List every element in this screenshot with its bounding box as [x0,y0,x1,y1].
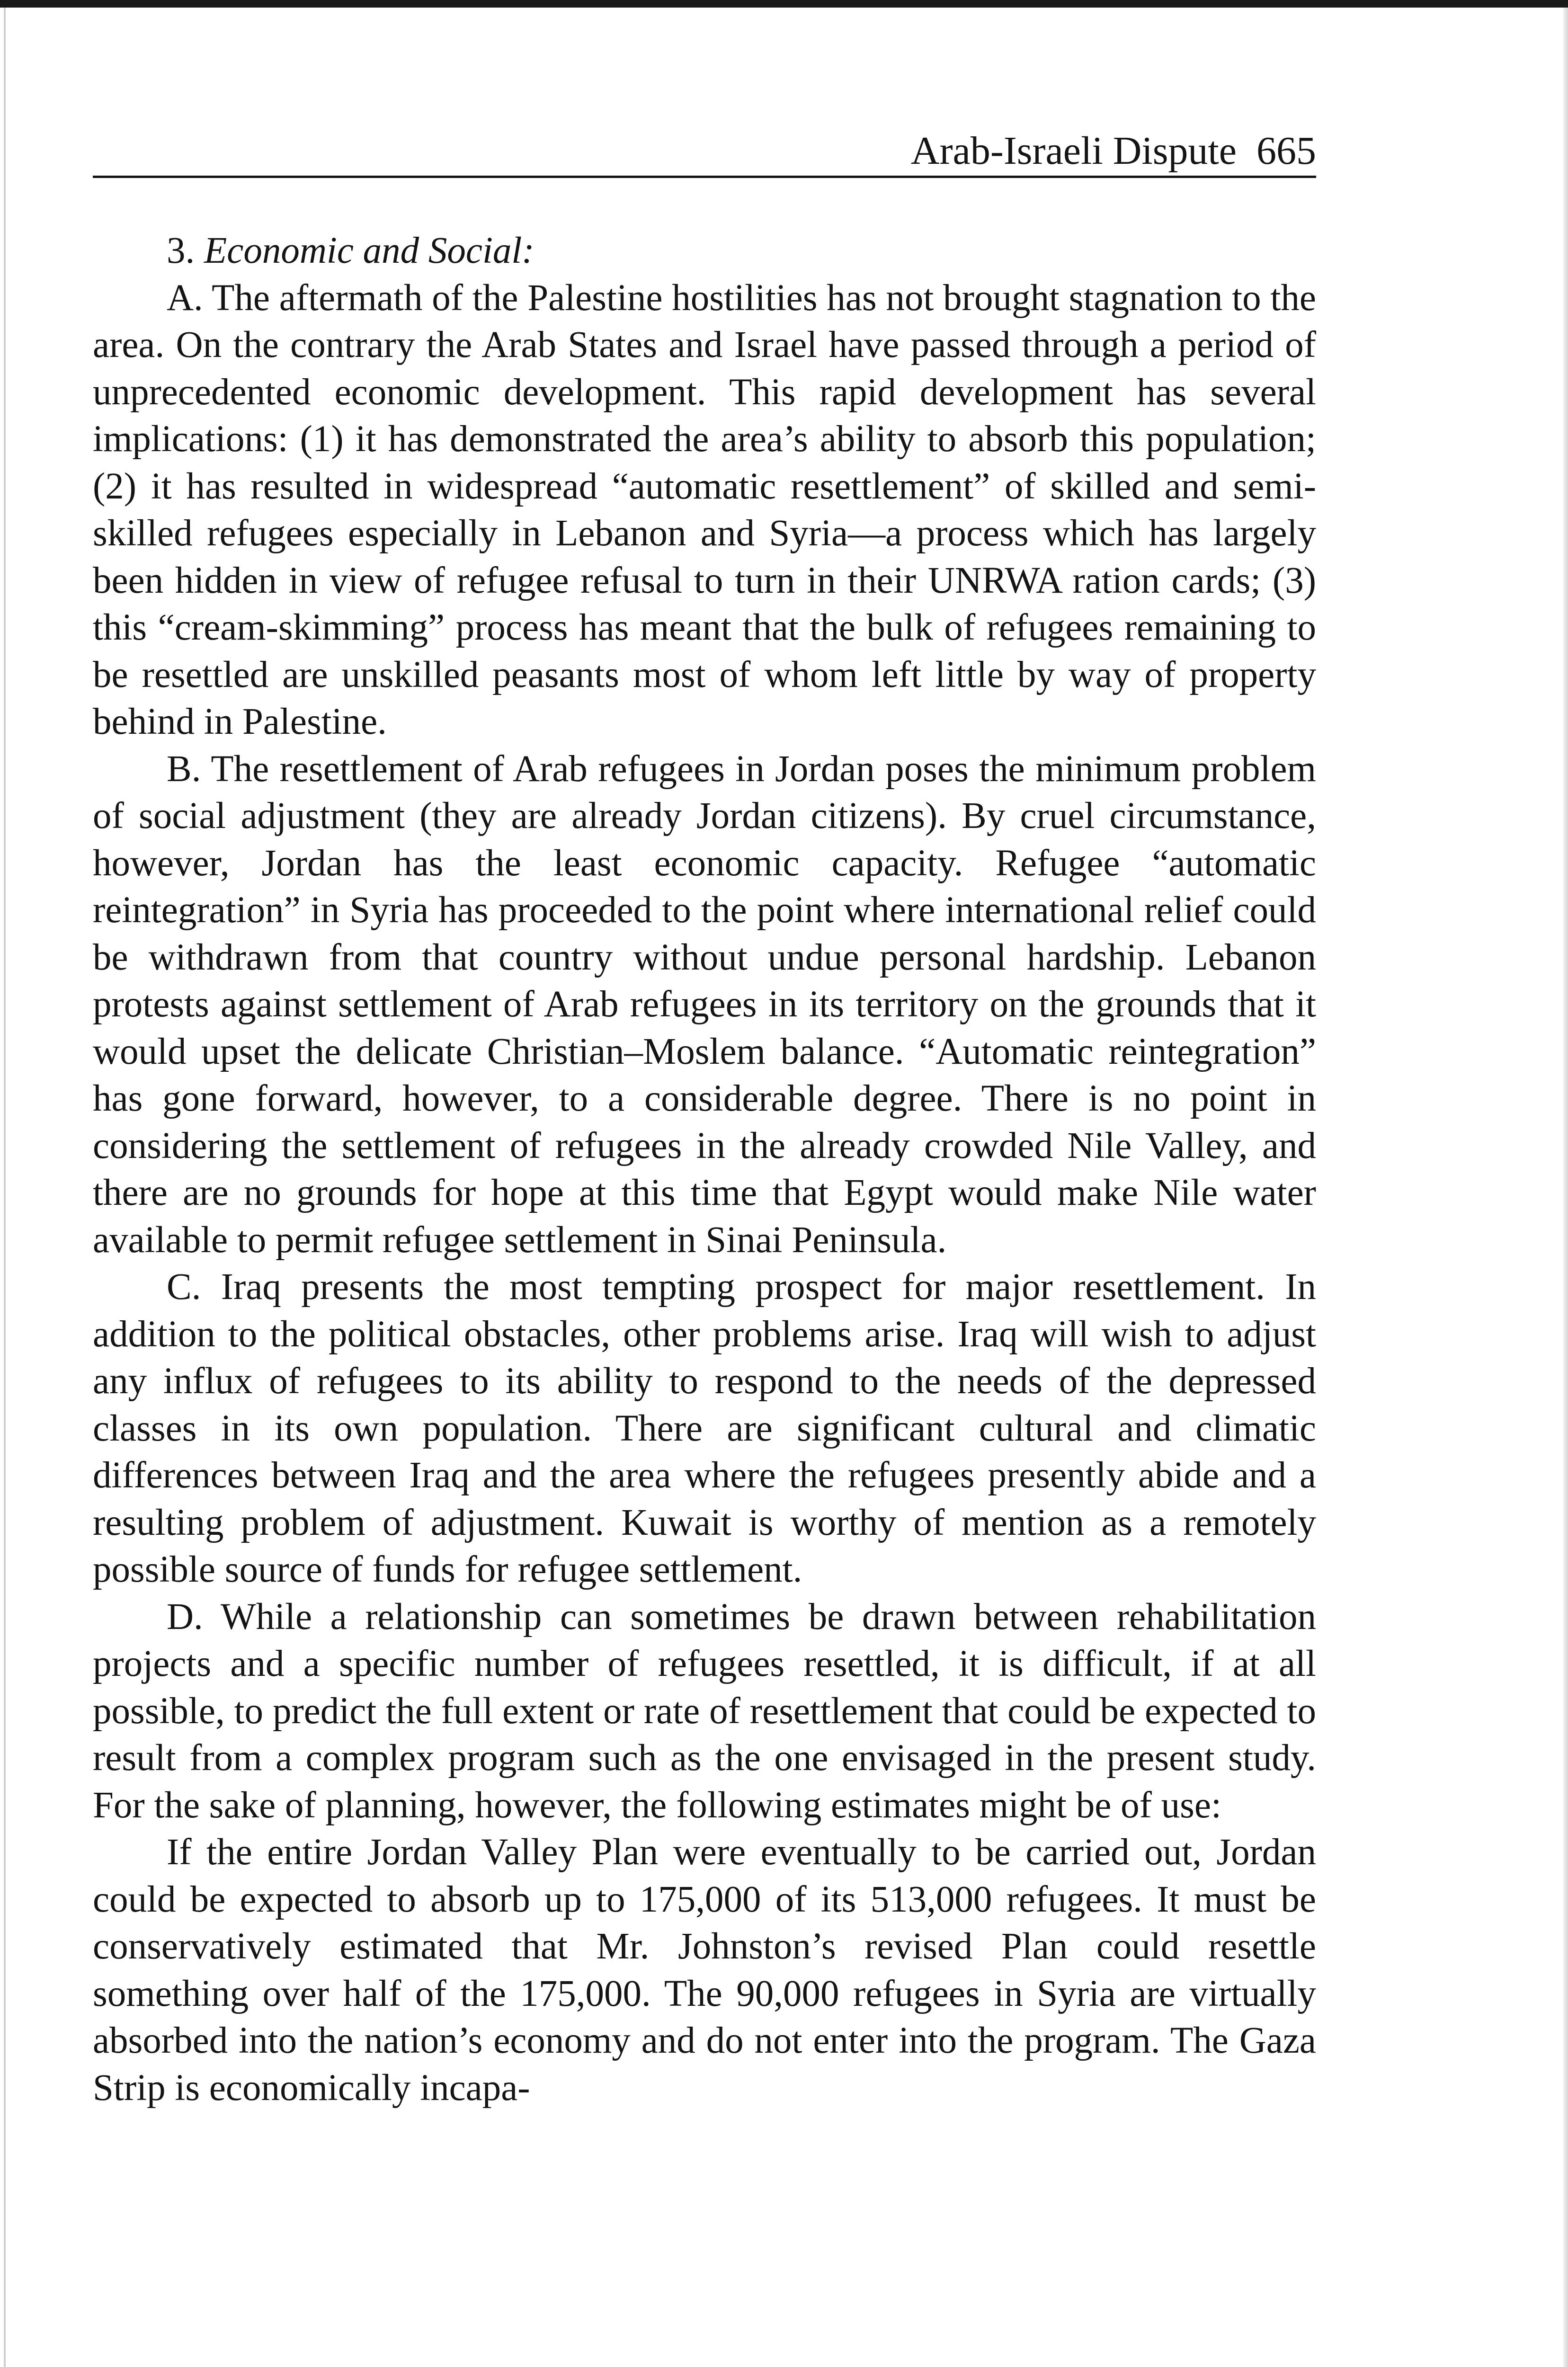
section-number: 3. [167,230,195,271]
header-text [911,127,1316,175]
page-number: 665 [1256,129,1316,173]
paragraph-estimates: If the entire Jordan Valley Plan were eventually to be carried out, Jordan could be expected to absorb up to 175,000 of its 513,000 refugees. It must be conservatively estimated that Mr. Johnston’s revised Plan could resettle something over half of the 175,000. The 90,000 refugees in Syria are virtually absorbed into the nation’s economy and do not enter into the program. The Gaza Strip is economically incapa- [93,1832,1316,2109]
section-heading [93,227,1316,275]
page-right-edge [1563,8,1568,2367]
running-header [93,127,1316,178]
page-left-edge [4,8,6,2367]
paragraph-d: D. While a relationship can sometimes be drawn between rehabilitation projects and a specific number of refugees resettled, it is difficult, if at all possible, to predict the full extent or rate of resettlement that could be expected to result from a complex program such as the one envisaged in the present study. For the sake of planning, however, the following estimates might be of use: [93,1596,1316,1826]
running-title: Arab-Israeli Dispute [910,129,1237,173]
paragraph-b: B. The resettlement of Arab refugees in Jordan poses the minimum problem of social adjustment (they are already Jordan citizens). By cruel circumstance, however, Jordan has the least economic capacity. Refugee “automatic reintegration” in Syria has proceeded to the point where international relief could be withdrawn from that country without undue personal hardship. Lebanon protests against settlement of Arab refugees in its territory on the grounds that it would upset the delicate Christian–Moslem balance. “Automatic reintegration” has gone forward, however, to a considerable degree. There is no point in considering the settlement of refugees in the already crowded Nile Valley, and there are no grounds for hope at this time that Egypt would make Nile water available to permit refugee settlement in Sinai Peninsula. [93,748,1316,1261]
section-title: Economic and Social: [204,230,535,271]
page-top-border [0,0,1568,8]
paragraph-c: C. Iraq presents the most tempting prospect for major resettlement. In addition to the political obstacles, other problems arise. Iraq will wish to adjust any influx of refugees to its ability to respond to the needs of the depressed classes in its own population. There are significant cultural and climatic differences between Iraq and the area where the refugees presently abide and a resulting problem of adjustment. Kuwait is worthy of mention as a remotely possible source of funds for refugee settlement. [93,1266,1316,1590]
paragraph-a: A. The aftermath of the Palestine hostilities has not brought stagnation to the area. On the contrary the Arab States and Israel have passed through a period of unprecedented economic development. This rapid development has several implications: (1) it has demonstrated the area’s ability to absorb this population; (2) it has resulted in widespread “automatic resettlement” of skilled and semi-skilled refugees especially in Lebanon and Syria—a process which has largely been hidden in view of refugee refusal to turn in their UNRWA ration cards; (3) this “cream-skimming” process has meant that the bulk of refugees remaining to be resettled are unskilled peasants most of whom left little by way of property behind in Palestine. [93,277,1316,742]
page-body [93,227,1316,2111]
